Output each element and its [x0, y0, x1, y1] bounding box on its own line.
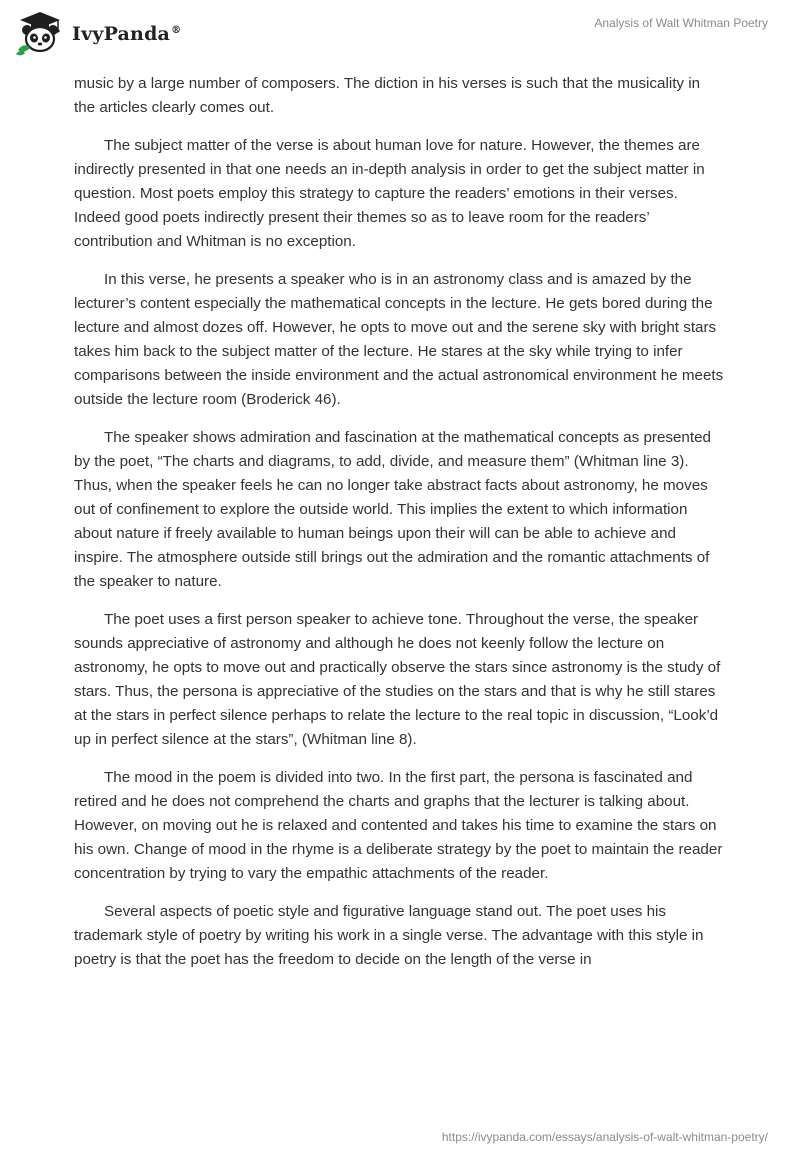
document-title: Analysis of Walt Whitman Poetry: [594, 16, 768, 30]
paragraph: The subject matter of the verse is about human love for nature. However, the themes are indirectly presented in that one needs an in-depth analysis in order to get the subject matter in question. Most poets employ this strategy to capture the readers’ emotions in their verses. Indeed good poets indirectly present their themes so as to leave room for the readers’ contribution and Whitman is no exception.: [74, 137, 705, 250]
paragraph: Several aspects of poetic style and figurative language stand out. The poet uses his trademark style of poetry by writing his work in a single verse. The advantage with this style in poetry is that the poet has the freedom to decide on the length of the verse in: [74, 903, 704, 968]
essay-body: [74, 72, 724, 986]
paragraph: In this verse, he presents a speaker who is in an astronomy class and is amazed by the lecturer’s content especially the mathematical concepts in the lecture. He gets bored during the lecture and almost dozes off. However, he opts to move out and the serene sky with bright stars takes him back to the subject matter of the lecture. He stares at the sky while trying to infer comparisons between the inside environment and the actual astronomical environment he meets outside the lecture room (Broderick 46).: [74, 271, 724, 408]
page-header: [0, 0, 800, 70]
paragraph: The poet uses a first person speaker to achieve tone. Throughout the verse, the speaker sounds appreciative of astronomy and although he does not keenly follow the lecture on astronomy, he opts to move out and practically observe the stars since astronomy is the study of stars. Thus, the persona is appreciative of the studies on the stars and that is why he still stares at the stars in perfect silence perhaps to relate the lecture to the real topic in discussion, “Look’d up in perfect silence at the stars”, (Whitman line 8).: [74, 611, 721, 748]
paragraph: music by a large number of composers. The diction in his verses is such that the musicality in the articles clearly comes out.: [74, 75, 701, 116]
panda-graduate-icon: [14, 10, 66, 56]
brand-name: IvyPanda®: [72, 23, 182, 45]
paragraph: The speaker shows admiration and fascination at the mathematical concepts as presented by the poet, “The charts and diagrams, to add, divide, and measure them” (Whitman line 3). Thus, when the speaker feels he can no longer take abstract facts about astronomy, he moves out of confinement to explore the outside world. This implies the extent to which information about nature if freely available to human beings upon their will can be able to achieve and inspire. The atmosphere outside still brings out the admiration and the romantic attachments of the speaker to nature.: [74, 429, 711, 590]
ivypanda-logo[interactable]: [14, 10, 181, 56]
paragraph: The mood in the poem is divided into two. In the first part, the persona is fascinated and retired and he does not comprehend the charts and graphs that the lecturer is talking about. However, on moving out he is relaxed and contented and takes his time to examine the stars on his own. Change of mood in the rhyme is a deliberate strategy by the poet to maintain the reader concentration by trying to vary the empathic attachments of the reader.: [74, 769, 723, 882]
source-url-link[interactable]: https://ivypanda.com/essays/analysis-of-walt-whitman-poetry/: [441, 1130, 768, 1144]
registered-mark: ®: [171, 24, 182, 36]
